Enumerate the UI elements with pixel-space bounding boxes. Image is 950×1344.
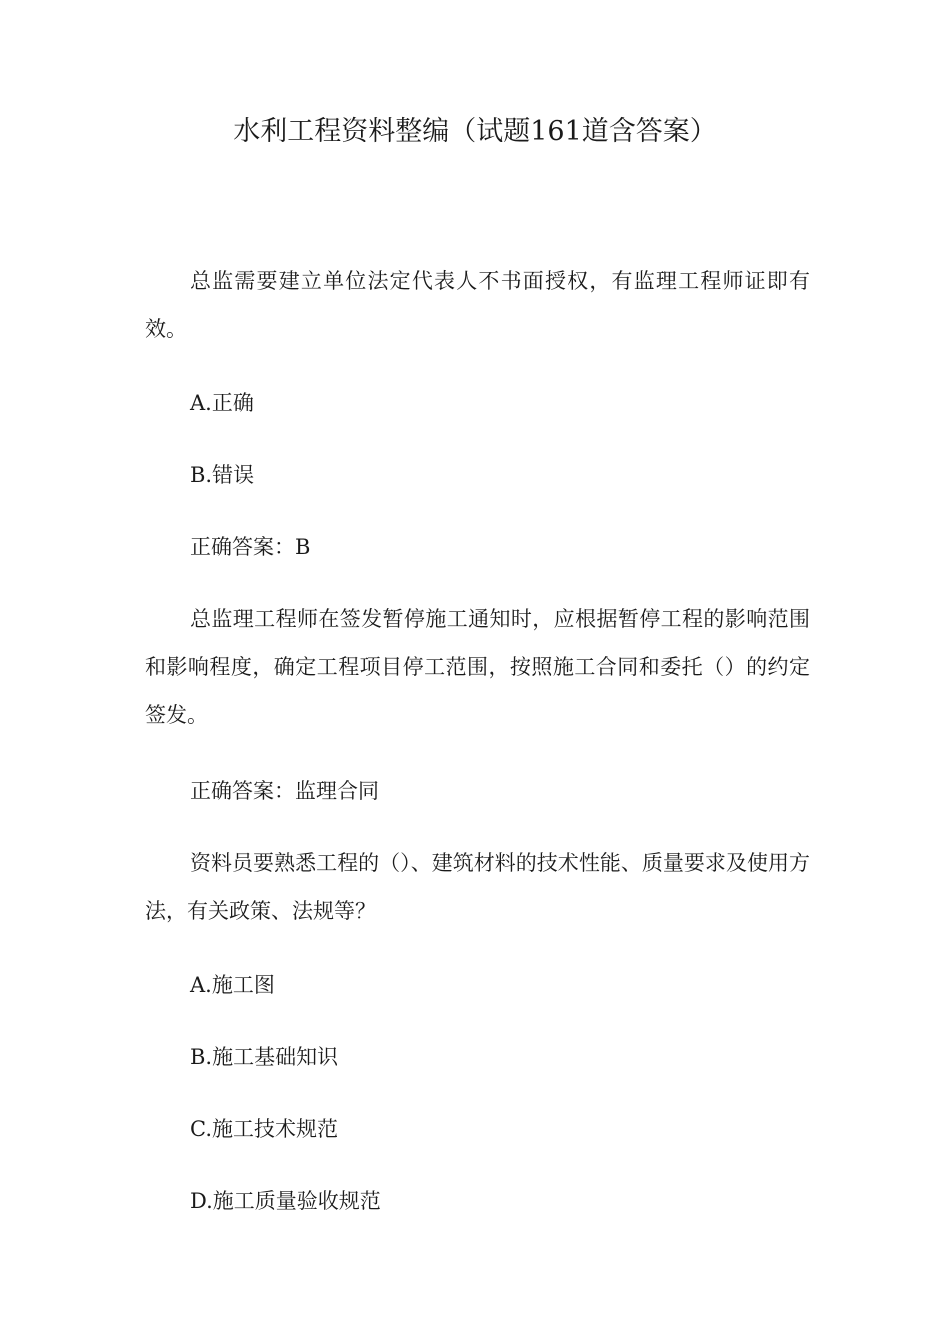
question-1-answer: 正确答案：B bbox=[190, 535, 311, 559]
question-2-answer: 正确答案：监理合同 bbox=[190, 779, 379, 803]
question-3-option-a: A.施工图 bbox=[190, 973, 275, 997]
question-3-option-b: B.施工基础知识 bbox=[190, 1045, 339, 1069]
document-title: 水利工程资料整编（试题161道含答案） bbox=[233, 116, 717, 147]
question-2-text: 总监理工程师在签发暂停施工通知时，应根据暂停工程的影响范围和影响程度，确定工程项目停工范围，按照施工合同和委托（）的约定签发。 bbox=[145, 607, 810, 727]
question-1-option-a: A.正确 bbox=[190, 391, 254, 415]
question-1-text: 总监需要建立单位法定代表人不书面授权，有监理工程师证即有效。 bbox=[145, 269, 810, 341]
question-3-option-c: C.施工技术规范 bbox=[190, 1117, 338, 1141]
question-3-option-d: D.施工质量验收规范 bbox=[190, 1189, 381, 1213]
question-3-text: 资料员要熟悉工程的（）、建筑材料的技术性能、质量要求及使用方法，有关政策、法规等？ bbox=[145, 851, 810, 923]
question-1-option-b: B.错误 bbox=[190, 463, 255, 487]
